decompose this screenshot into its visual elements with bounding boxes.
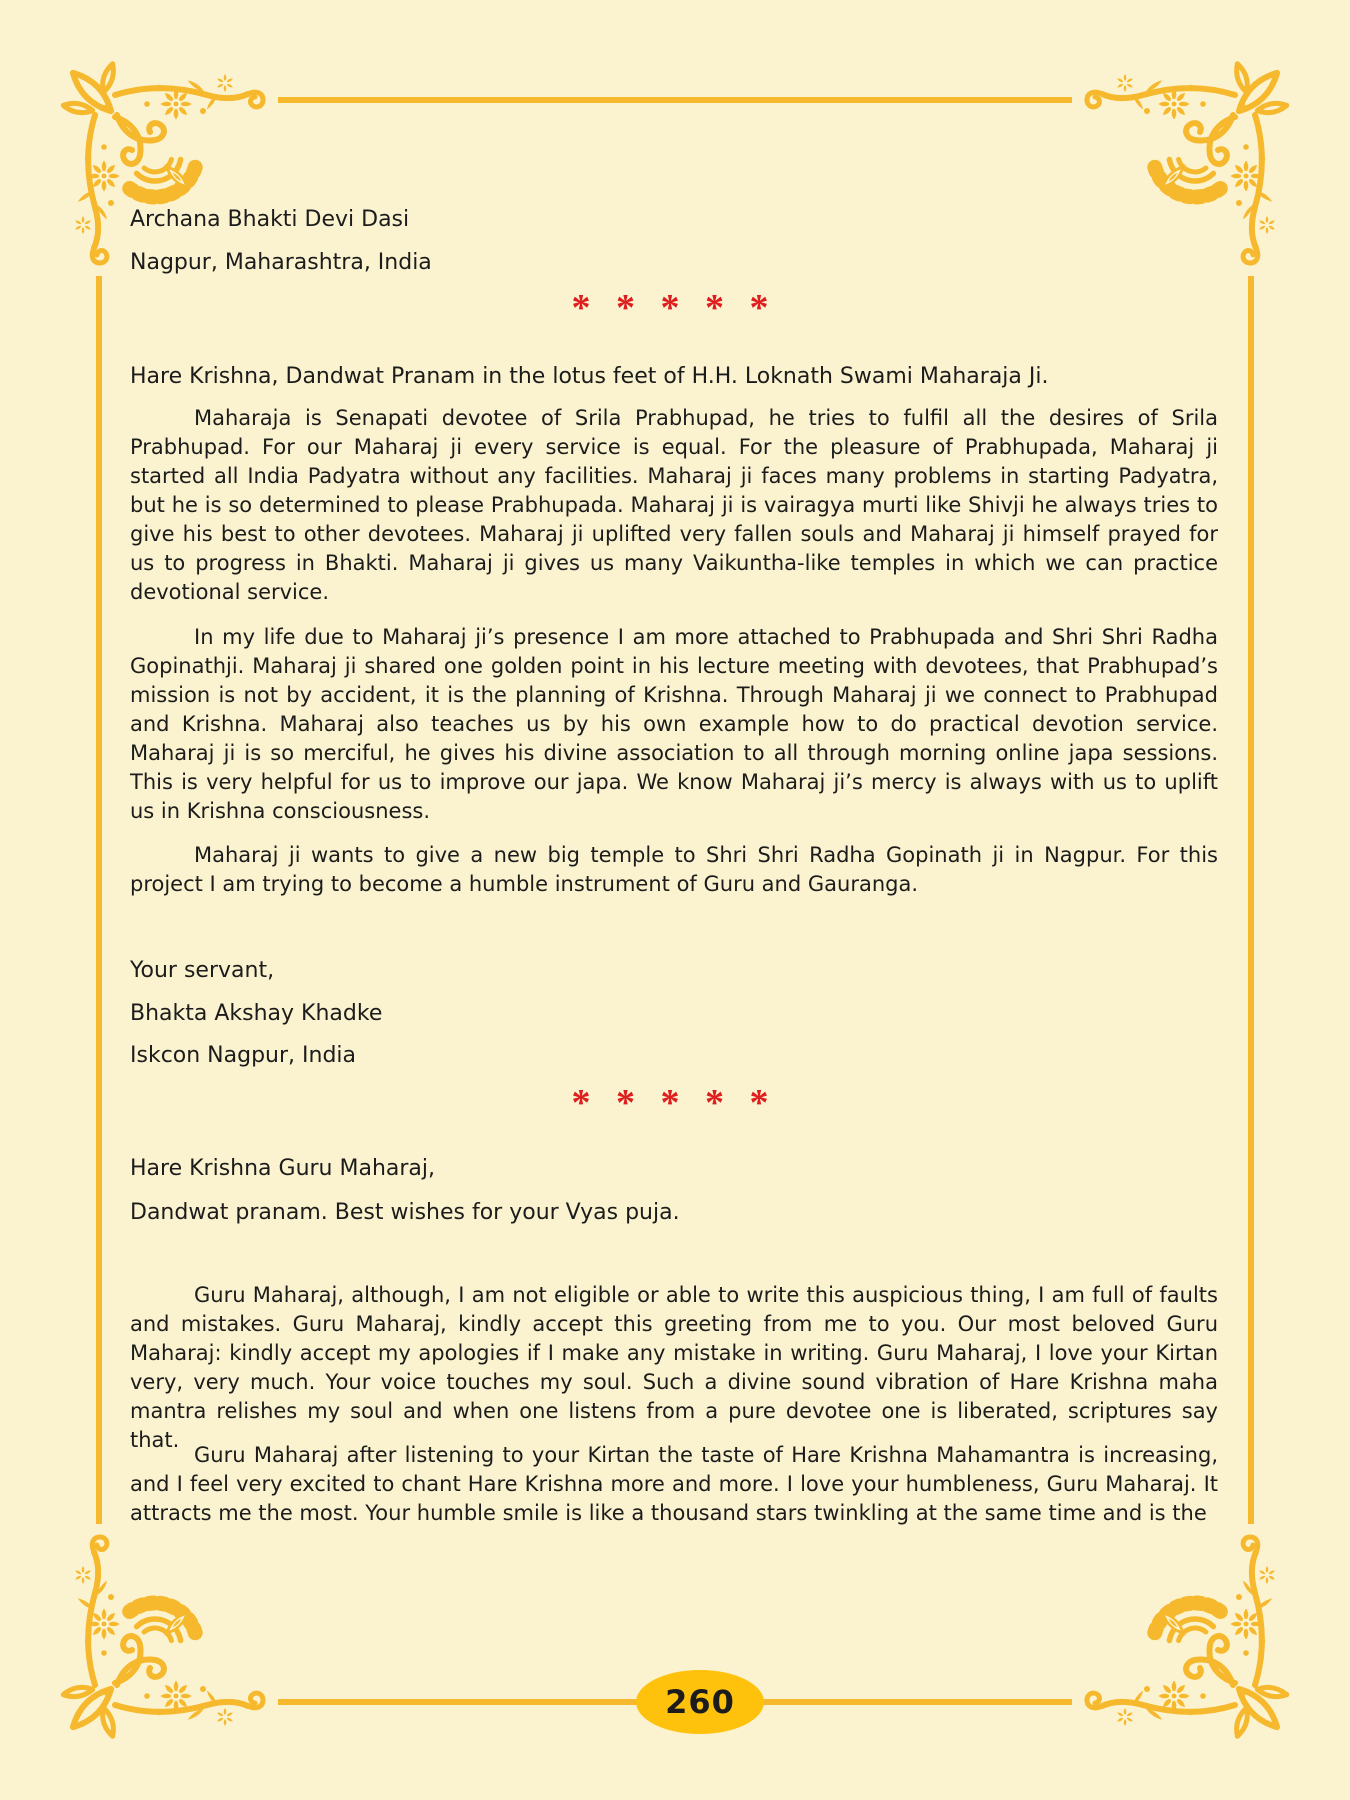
author-name: Archana Bhakti Devi Dasi bbox=[130, 207, 410, 232]
asterisk-separator-1: * * * * * bbox=[571, 287, 777, 329]
floral-corner-ornament-bottom-left bbox=[55, 1520, 280, 1745]
letter1-closing: Your servant, bbox=[130, 958, 275, 983]
author-location: Nagpur, Maharashtra, India bbox=[130, 250, 432, 275]
border-line-left bbox=[96, 276, 102, 1524]
floral-corner-ornament-top-left bbox=[55, 55, 280, 280]
letter1-signature-name: Bhakta Akshay Khadke bbox=[130, 1001, 383, 1026]
floral-corner-ornament-top-right bbox=[1070, 55, 1295, 280]
letter2-paragraph-2: Guru Maharaj after listening to your Kirtan the taste of Hare Krishna Mahamantra is increasing, and I feel very excited to chant Hare Krishna more and more. I love your humbleness, Guru Maharaj. It attracts me the most. Your humble smile is like a thousand stars twinkling at the same time and is the bbox=[130, 1443, 1218, 1525]
letter2-paragraph-1: Guru Maharaj, although, I am not eligible or able to write this auspicious thing, I am full of faults and mistakes. Guru Maharaj, kindly accept this greeting from me to you. Our most beloved Guru Maharaj: kindly accept my apologies if I make any mistake in writing. Guru Maharaj, I love your Kirtan very, very much. Your voice touches my soul. Such a divine sound vibration of Hare Krishna maha mantra relishes my soul and when one listens from a pure devotee one is liberated, scriptures say that. bbox=[130, 1283, 1218, 1452]
letter1-signature-location: Iskcon Nagpur, India bbox=[130, 1043, 357, 1068]
letter2-salutation-line1: Hare Krishna Guru Maharaj, bbox=[130, 1156, 436, 1181]
floral-corner-ornament-bottom-right bbox=[1070, 1520, 1295, 1745]
page-number-badge bbox=[636, 1670, 764, 1734]
letter1-paragraph-2: In my life due to Maharaj ji’s presence I am more attached to Prabhupada and Shri Shri Radha Gopinathji. Maharaj ji shared one golden point in his lecture meeting with devotees, that Prabhupad’s mission is not by accident, it is the planning of Krishna. Through Maharaj ji we connect to Prabhupad and Krishna. Maharaj also teaches us by his own example how to do practical devotion service. Maharaj ji is so merciful, he gives his divine association to all through morning online japa sessions. This is very helpful for us to improve our japa. We know Maharaj ji’s mercy is always with us to uplift us in Krishna consciousness. bbox=[130, 625, 1218, 823]
letter1-paragraph-1: Maharaja is Senapati devotee of Srila Prabhupad, he tries to fulfil all the desires of Srila Prabhupad. For our Maharaj ji every service is equal. For the pleasure of Prabhupada, Maharaj ji started all India Padyatra without any facilities. Maharaj ji faces many problems in starting Padyatra, but he is so determined to please Prabhupada. Maharaj ji is vairagya murti like Shivji he always tries to give his best to other devotees. Maharaj ji uplifted very fallen souls and Maharaj ji himself prayed for us to progress in Bhakti. Maharaj ji gives us many Vaikuntha-like temples in which we can practice devotional service. bbox=[130, 406, 1218, 604]
border-line-top bbox=[278, 97, 1072, 103]
letter2-salutation-line2: Dandwat pranam. Best wishes for your Vyas puja. bbox=[130, 1200, 680, 1225]
asterisk-separator-2: * * * * * bbox=[571, 1082, 777, 1124]
letter1-paragraph-3: Maharaj ji wants to give a new big temple to Shri Shri Radha Gopinath ji in Nagpur. For this project I am trying to become a humble instrument of Guru and Gauranga. bbox=[130, 843, 1218, 896]
border-line-right bbox=[1248, 276, 1254, 1524]
letter1-salutation: Hare Krishna, Dandwat Pranam in the lotus feet of H.H. Loknath Swami Maharaja Ji. bbox=[130, 364, 1049, 389]
page-number: 260 bbox=[665, 1683, 735, 1721]
